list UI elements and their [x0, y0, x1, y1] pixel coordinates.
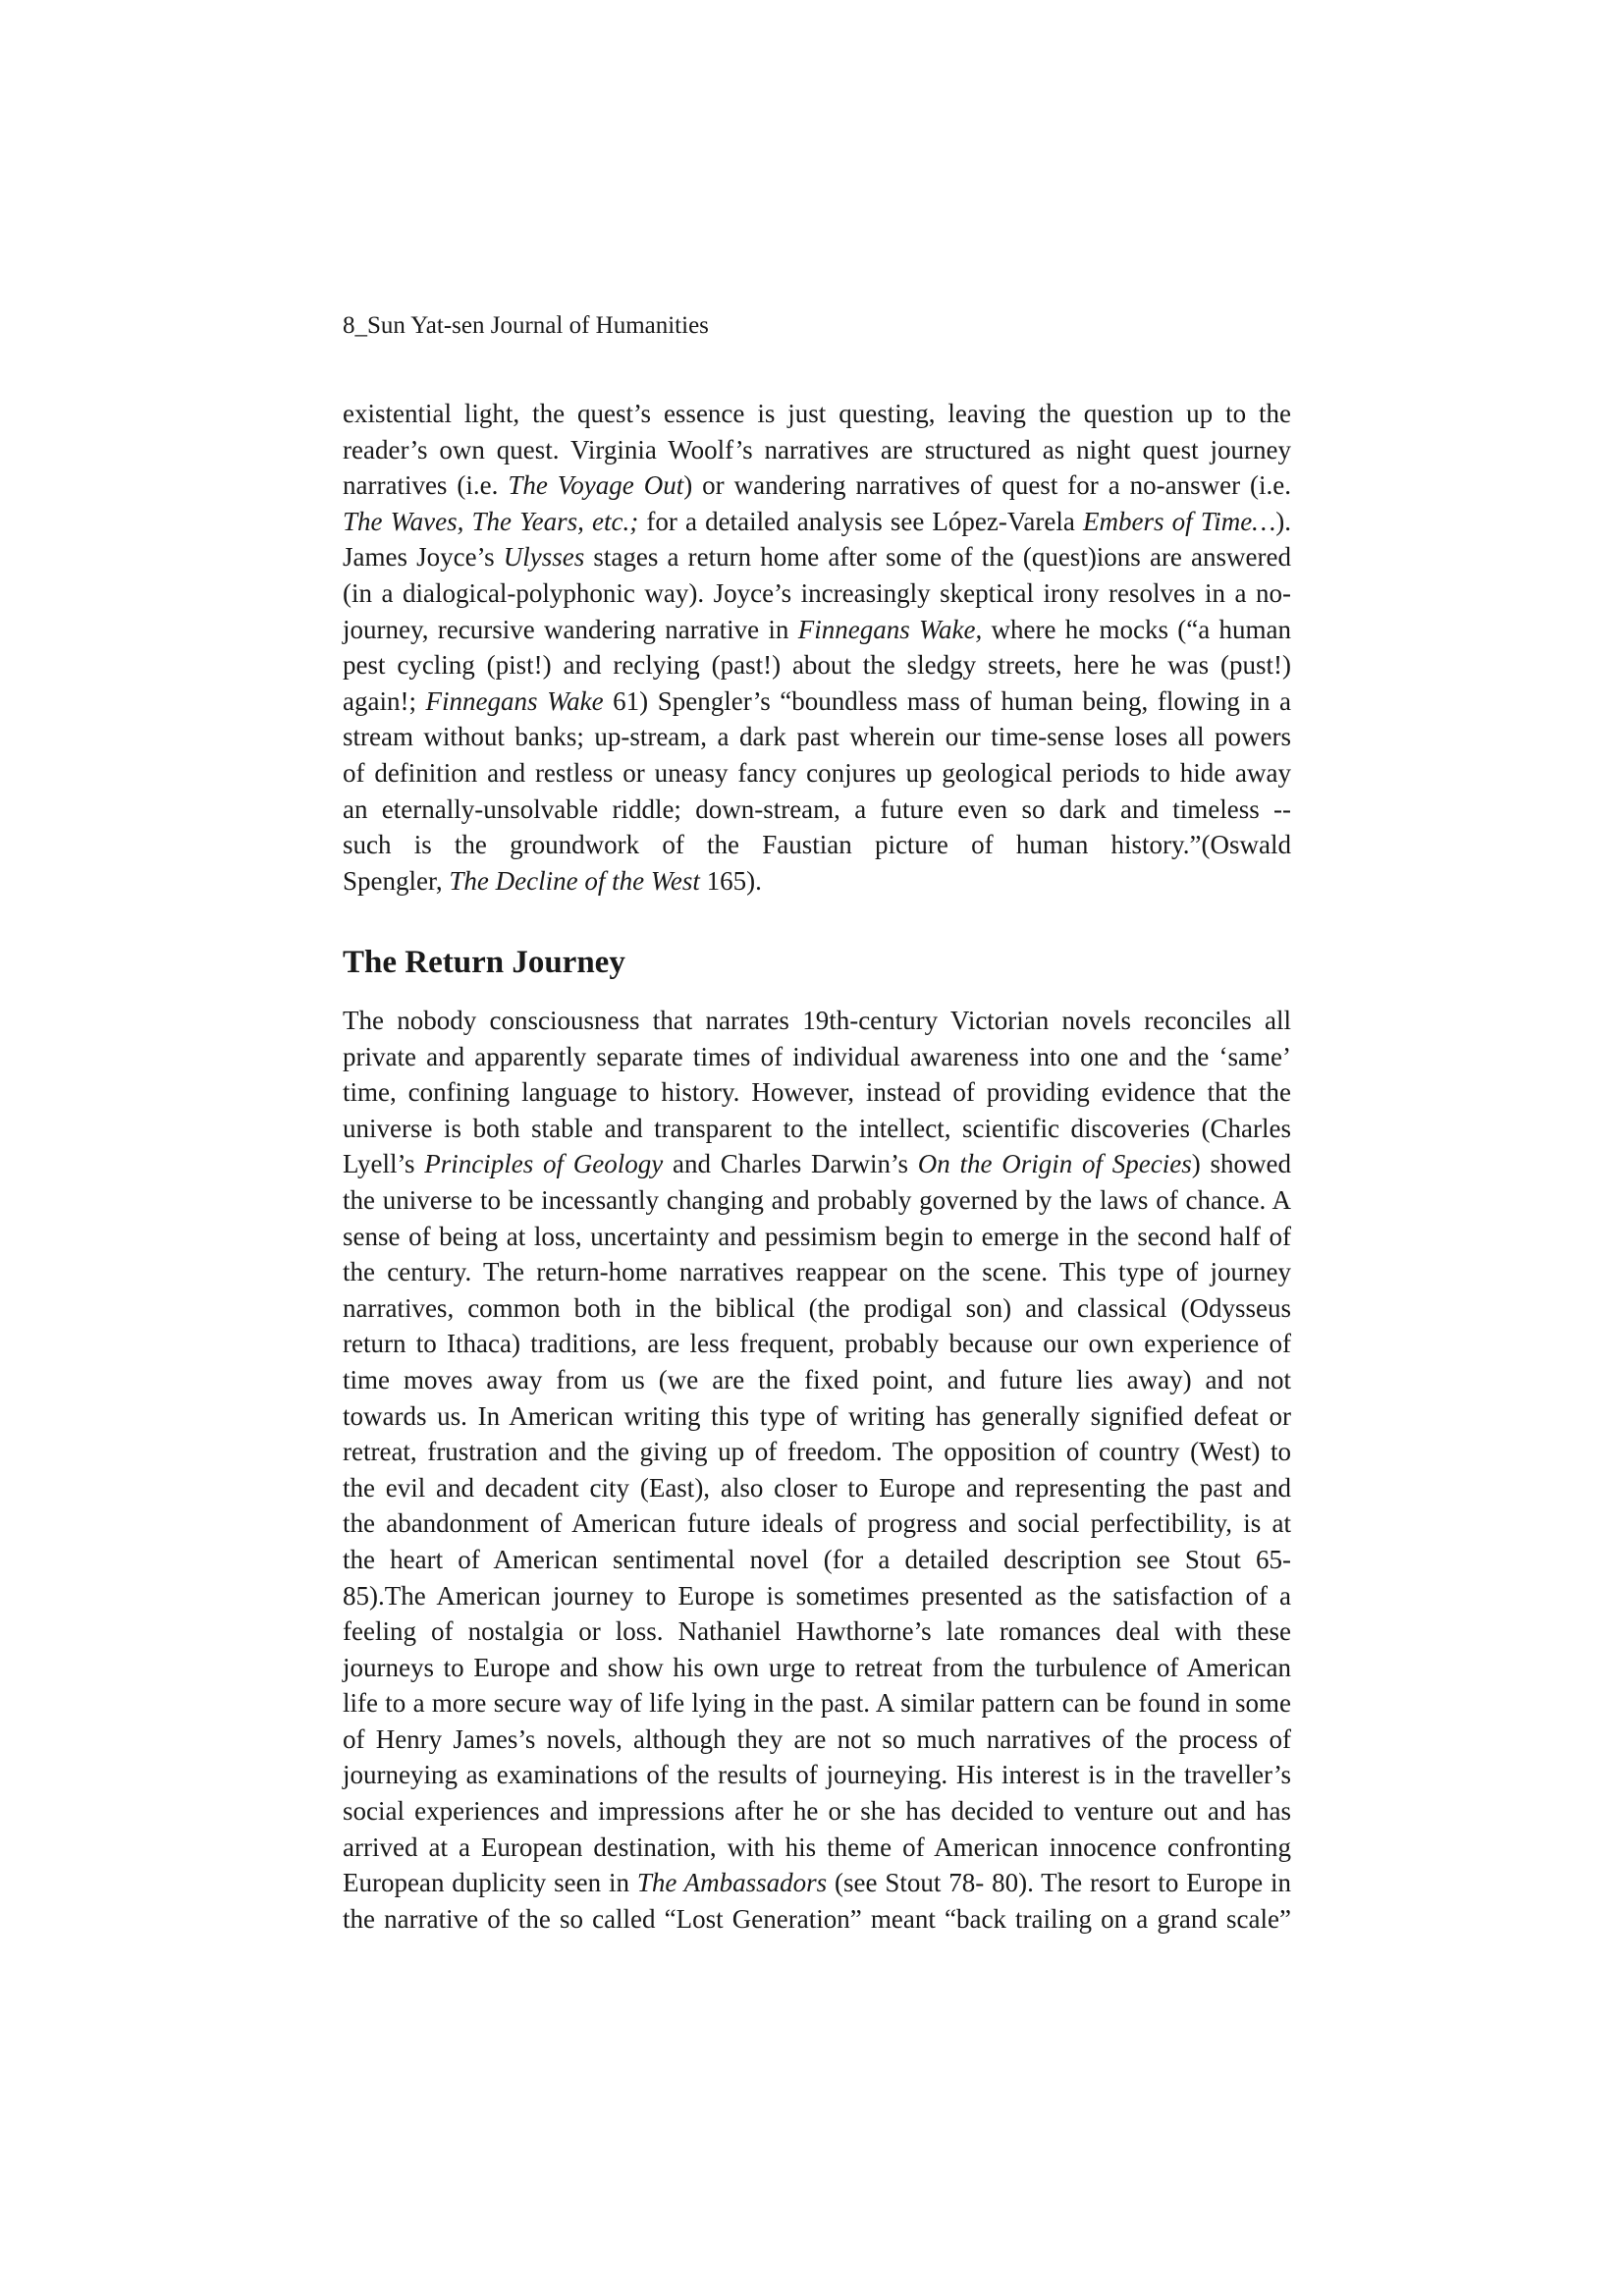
- text-line: [343, 1434, 1291, 1470]
- text-segment: private and apparently separate times of individual awareness into one and the ‘same’: [343, 1041, 1291, 1071]
- italic-title: The Waves, The Years, etc.;: [343, 506, 639, 536]
- text-segment: return to Ithaca) traditions, are less frequent, probably because our own experience of: [343, 1329, 1291, 1359]
- text-line: [343, 792, 1291, 828]
- text-segment: retreat, frustration and the giving up of freedom. The opposition of country (West) to: [343, 1437, 1291, 1467]
- italic-title: Finnegans Wake,: [797, 614, 983, 644]
- text-segment: time moves away from us (we are the fixed point, and future lies away) and not: [343, 1364, 1291, 1394]
- text-segment: journeys to Europe and show his own urge to retreat from the turbulence of American: [343, 1652, 1291, 1682]
- italic-title: The Voyage Out: [508, 470, 684, 501]
- text-segment: of definition and restless or uneasy fancy conjures up geological periods to hide away: [343, 757, 1291, 788]
- text-segment: narratives (i.e.: [343, 470, 509, 501]
- text-line: [343, 575, 1291, 612]
- text-segment: again!;: [343, 685, 426, 716]
- text-line: [343, 1757, 1291, 1793]
- text-line: [343, 827, 1291, 863]
- text-segment: ) showed: [1191, 1149, 1292, 1179]
- text-segment: 85).The American journey to Europe is sometimes presented as the satisfaction of a: [343, 1580, 1291, 1611]
- text-line: [343, 647, 1291, 683]
- italic-title: On the Origin of Species: [917, 1149, 1192, 1179]
- text-segment: stream without banks; up-stream, a dark past wherein our time-sense loses all powers: [343, 722, 1291, 752]
- text-line: [343, 1865, 1291, 1901]
- text-segment: European duplicity seen in: [343, 1868, 637, 1898]
- text-segment: The nobody consciousness that narrates 19th-century Victorian novels reconciles all: [343, 1006, 1291, 1035]
- text-segment: journey, recursive wandering narrative in: [343, 614, 798, 644]
- text-segment: time, confining language to history. However, instead of providing evidence that the: [343, 1077, 1291, 1108]
- text-line: [343, 755, 1291, 792]
- text-segment: stages a return home after some of the (quest)ions are answered: [584, 542, 1292, 573]
- text-segment: arrived at a European destination, with his theme of American innocence confronting: [343, 1831, 1291, 1862]
- text-line: [343, 1578, 1291, 1614]
- text-line: [343, 1039, 1291, 1075]
- text-segment: social experiences and impressions after he or she has decided to venture out and has: [343, 1796, 1291, 1827]
- text-line: [343, 1722, 1291, 1758]
- text-segment: reader’s own quest. Virginia Woolf’s narratives are structured as night quest journey: [343, 434, 1291, 465]
- text-line: [343, 539, 1291, 575]
- text-segment: and Charles Darwin’s: [663, 1149, 918, 1179]
- text-segment: for a detailed analysis see López-Varela: [638, 506, 1083, 536]
- text-segment: the universe to be incessantly changing and probably governed by the laws of chance. A: [343, 1184, 1291, 1215]
- running-head: 8_Sun Yat-sen Journal of Humanities: [343, 312, 709, 339]
- text-line: [343, 1326, 1291, 1362]
- text-segment: (see Stout 78- 80). The resort to Europe in: [827, 1868, 1291, 1898]
- text-segment: of Henry James’s novels, although they are not so much narratives of the process of: [343, 1723, 1291, 1754]
- text-segment: 165).: [699, 865, 762, 896]
- text-line: [343, 1254, 1291, 1290]
- text-segment: the heart of American sentimental novel (for a detailed description see Stout 65-: [343, 1544, 1291, 1574]
- text-segment: the century. The return-home narratives reappear on the scene. This type of journey: [343, 1257, 1291, 1287]
- italic-title: The Ambassadors: [636, 1868, 828, 1898]
- section-heading: The Return Journey: [343, 945, 625, 980]
- text-line: [343, 432, 1291, 468]
- text-line: [343, 683, 1291, 720]
- text-line: [343, 1146, 1291, 1182]
- paragraph-1: [343, 396, 1291, 899]
- text-segment: (in a dialogical-polyphonic way). Joyce’s increasingly skeptical irony resolves in a no-: [343, 577, 1291, 608]
- text-segment: Spengler,: [343, 865, 450, 896]
- text-segment: an eternally-unsolvable riddle; down-stream, a future even so dark and timeless --: [343, 793, 1291, 824]
- text-segment: journeying as examinations of the results of journeying. His interest is in the traveller’s: [343, 1760, 1291, 1790]
- italic-title: Ulysses: [503, 542, 585, 573]
- text-line: [343, 1182, 1291, 1219]
- italic-title: Embers of Time…: [1082, 506, 1276, 536]
- text-line: [343, 612, 1291, 648]
- text-segment: narratives, common both in the biblical (the prodigal son) and classical (Odysseus: [343, 1292, 1291, 1323]
- text-segment: where he mocks (“a human: [982, 614, 1291, 644]
- text-line: [343, 1219, 1291, 1255]
- italic-title: Principles of Geology: [424, 1149, 664, 1179]
- text-line: [343, 1398, 1291, 1435]
- text-line: [343, 1830, 1291, 1866]
- text-line: [343, 719, 1291, 755]
- text-line: [343, 1542, 1291, 1578]
- text-line: [343, 1505, 1291, 1542]
- text-line: [343, 1111, 1291, 1147]
- text-segment: such is the groundwork of the Faustian picture of human history.”(Oswald: [343, 830, 1291, 860]
- paragraph-2: [343, 1003, 1291, 1937]
- text-segment: Lyell’s: [343, 1149, 425, 1179]
- text-segment: the narrative of the so called “Lost Generation” meant “back trailing on a grand scale”: [343, 1903, 1291, 1934]
- text-segment: pest cycling (pist!) and reclying (past!) about the sledgy streets, here he was (pust!): [343, 650, 1291, 681]
- text-line: [343, 1685, 1291, 1722]
- text-segment: 61) Spengler’s “boundless mass of human being, flowing in a: [603, 685, 1292, 716]
- text-segment: James Joyce’s: [343, 542, 504, 573]
- text-segment: life to a more secure way of life lying in the past. A similar pattern can be found in some: [343, 1688, 1291, 1719]
- text-segment: ) or wandering narratives of quest for a no-answer (i.e.: [683, 470, 1292, 501]
- text-line: [343, 504, 1291, 540]
- text-segment: sense of being at loss, uncertainty and pessimism begin to emerge in the second half of: [343, 1221, 1291, 1251]
- text-line: [343, 1793, 1291, 1830]
- text-line: [343, 1650, 1291, 1686]
- text-line: [343, 1003, 1291, 1039]
- text-segment: feeling of nostalgia or loss. Nathaniel Hawthorne’s late romances deal with these: [343, 1616, 1291, 1647]
- text-line: [343, 1290, 1291, 1327]
- text-segment: universe is both stable and transparent to the intellect, scientific discoveries (Charles: [343, 1113, 1291, 1143]
- italic-title: Finnegans Wake: [425, 685, 604, 716]
- text-segment: the evil and decadent city (East), also closer to Europe and representing the past and: [343, 1472, 1291, 1503]
- text-line: [343, 863, 1291, 900]
- italic-title: The Decline of the West: [449, 865, 700, 896]
- text-line: [343, 1470, 1291, 1506]
- text-line: [343, 1613, 1291, 1650]
- text-segment: ).: [1275, 506, 1291, 536]
- text-segment: towards us. In American writing this type of writing has generally signified defeat or: [343, 1400, 1291, 1431]
- text-line: [343, 1362, 1291, 1398]
- text-segment: existential light, the quest’s essence is just questing, leaving the question up to the: [343, 399, 1291, 428]
- text-line: [343, 1901, 1291, 1938]
- text-line: [343, 467, 1291, 504]
- text-line: [343, 396, 1291, 432]
- text-line: [343, 1074, 1291, 1111]
- text-segment: the abandonment of American future ideals of progress and social perfectibility, is at: [343, 1508, 1291, 1539]
